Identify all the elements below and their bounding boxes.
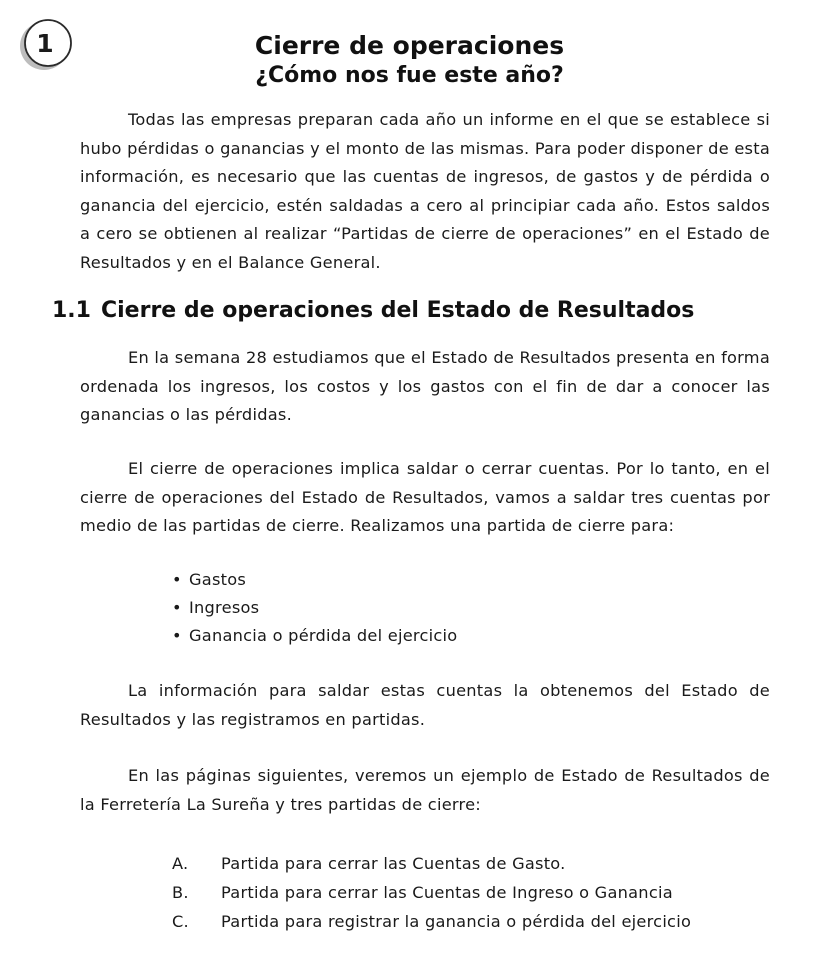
section-paragraph: La información para saldar estas cuentas la obtenemos del Estado de Resultados y las registramos en partidas.: [80, 681, 770, 729]
bullet-item: • Ingresos: [172, 594, 457, 622]
section-paragraph: En las páginas siguientes, veremos un ejemplo de Estado de Resultados de la Ferretería La Sureña y tres partidas de cierre:: [80, 766, 770, 814]
section-title: Cierre de operaciones del Estado de Resultados: [100, 298, 695, 323]
section-paragraph: En la semana 28 estudiamos que el Estado de Resultados presenta en forma ordenada los ingresos, los costos y los gastos con el fin de dar a conocer las ganancias o las pérdidas.: [80, 348, 770, 424]
lettered-list: [172, 849, 691, 936]
lettered-item: [172, 878, 691, 907]
page-title: Cierre de operaciones: [254, 31, 565, 60]
lettered-item: [172, 907, 691, 936]
section-paragraph: El cierre de operaciones implica saldar o cerrar cuentas. Por lo tanto, en el cierre de operaciones del Estado de Resultados, vamos a saldar tres cuentas por medio de las partidas de cierre. Realizamos una partida de cierre para:: [80, 459, 770, 535]
lettered-item: [172, 849, 691, 878]
page-subtitle: ¿Cómo nos fue este año?: [255, 63, 564, 88]
item-text: Partida para registrar la ganancia o pérdida del ejercicio: [221, 912, 692, 931]
item-letter: A.: [172, 854, 189, 873]
item-text: Partida para cerrar las Cuentas de Ingreso o Ganancia: [221, 883, 673, 902]
item-letter: B.: [172, 883, 189, 902]
section-heading: [52, 298, 694, 323]
bullet-item: • Gastos: [172, 566, 457, 594]
chapter-number: 1: [36, 29, 54, 58]
intro-paragraph: Todas las empresas preparan cada año un informe en el que se establece si hubo pérdidas o ganancias y el monto de las mismas. Para poder disponer de esta información, es necesario que las cuentas de ingresos, de gastos y de pérdida o ganancia del ejercicio, estén saldadas a cero al principiar cada año. Estos saldos a cero se obtienen al realizar “Partidas de cierre de operaciones” en el Estado de Resultados y en el Balance General.: [80, 110, 770, 272]
section-number: 1.1: [52, 298, 91, 323]
item-letter: C.: [172, 912, 189, 931]
bullet-list: [172, 566, 457, 650]
bullet-item: • Ganancia o pérdida del ejercicio: [172, 622, 457, 650]
item-text: Partida para cerrar las Cuentas de Gasto.: [221, 854, 566, 873]
